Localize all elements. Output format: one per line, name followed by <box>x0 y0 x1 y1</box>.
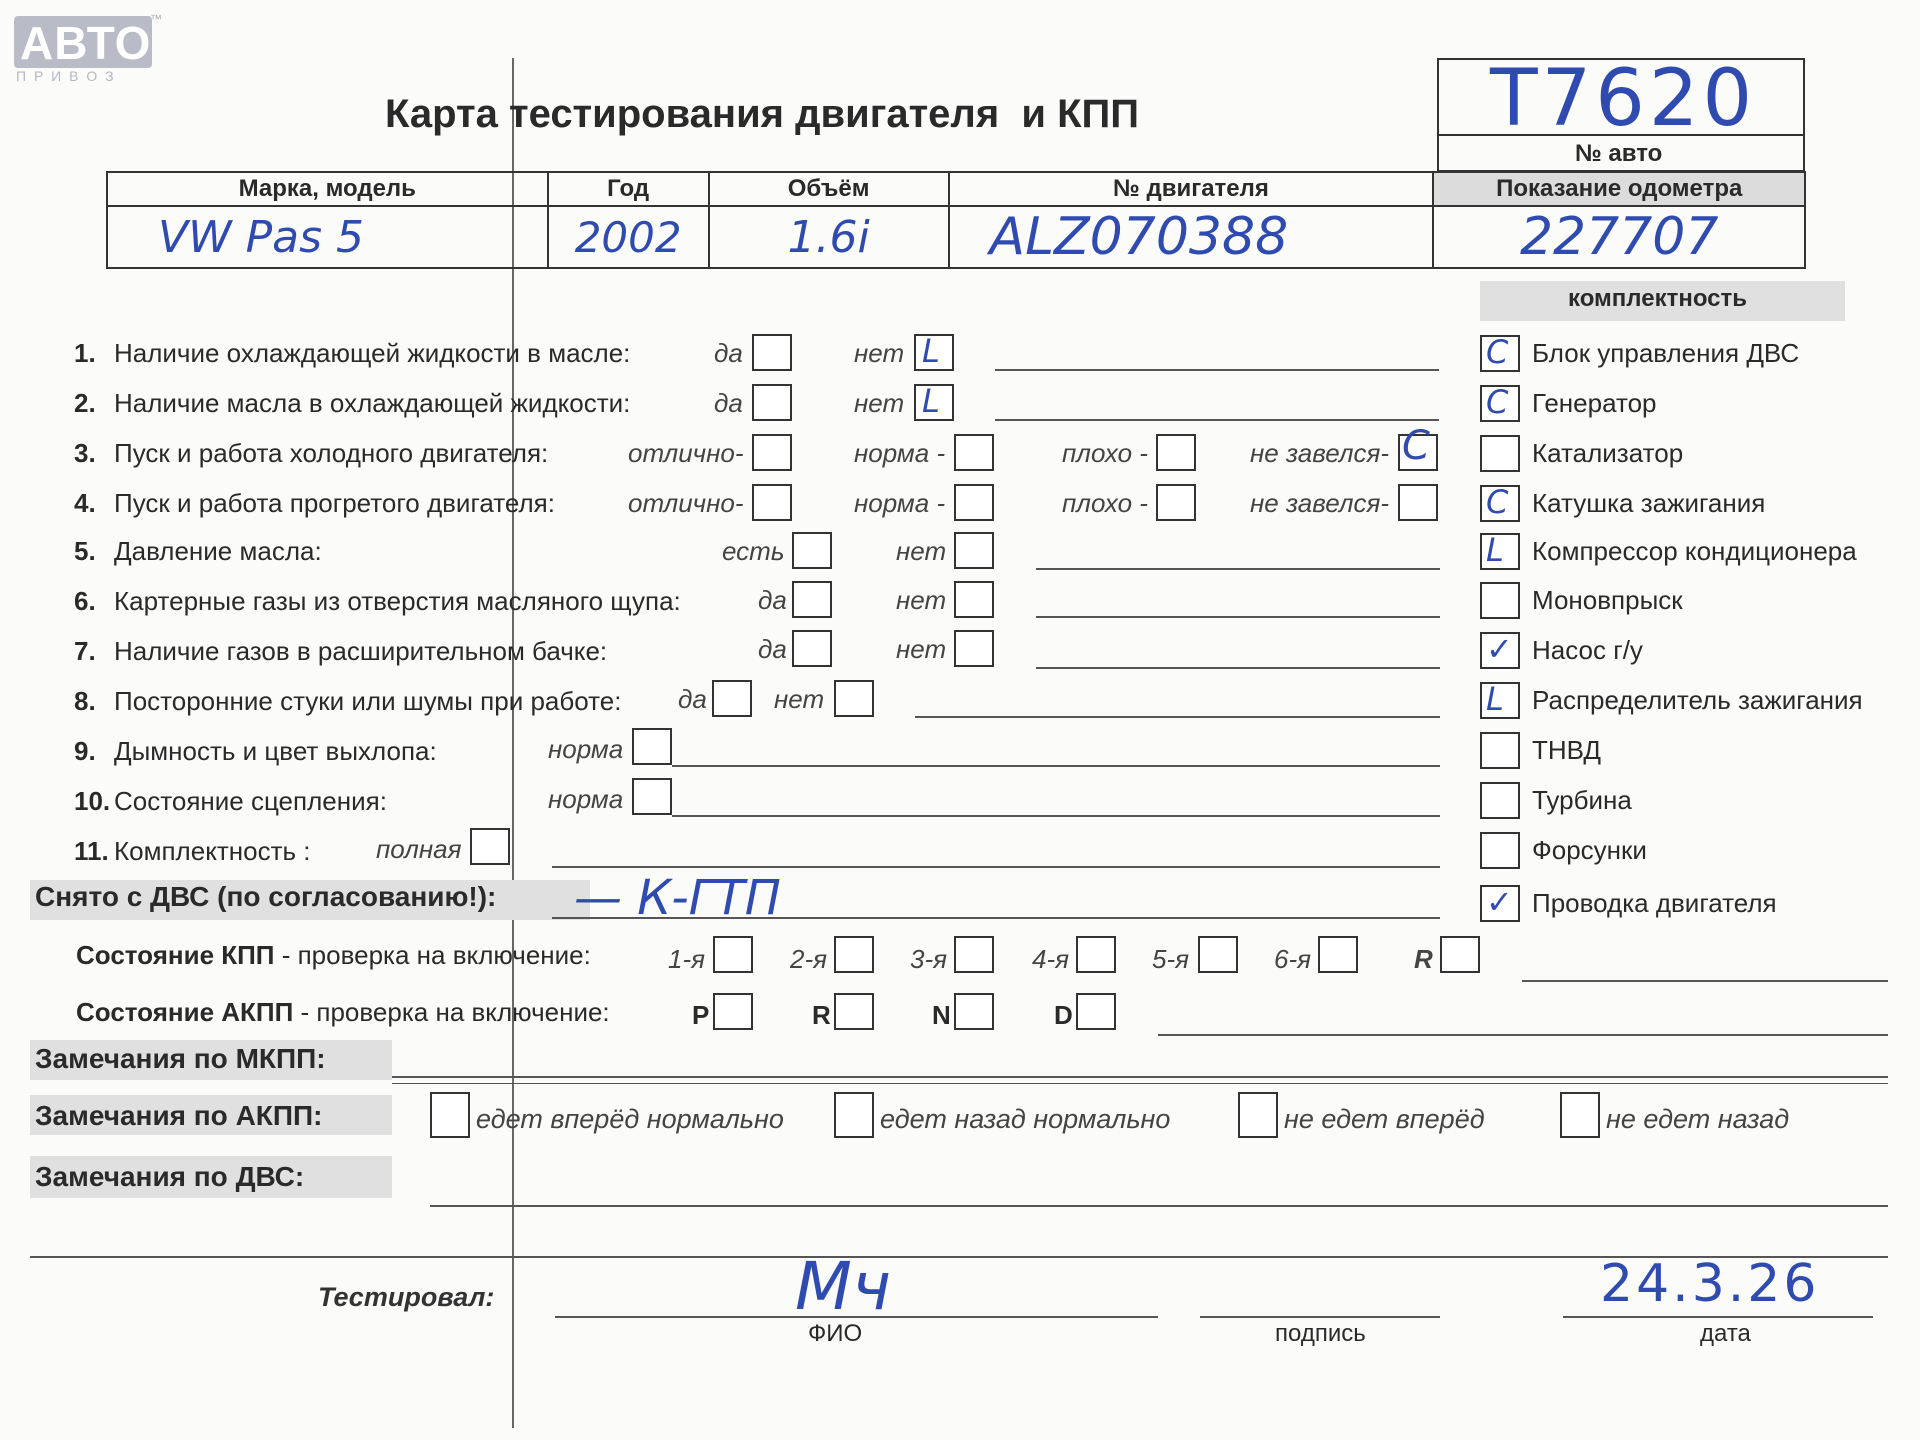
date-line <box>1563 1316 1873 1318</box>
q7-yes-label: да <box>758 634 787 664</box>
q3-excellent-checkbox[interactable] <box>752 434 792 471</box>
value-engine-no: ALZ070388 <box>949 206 1434 268</box>
completeness-item-label: Катализатор <box>1532 438 1684 468</box>
mt-gear-2-checkbox[interactable] <box>834 936 874 973</box>
q4-excellent-label: отлично- <box>628 488 744 518</box>
question-text: Давление масла: <box>114 536 322 566</box>
logo-subtitle: П Р И В О З <box>16 68 116 84</box>
at-gear-r-label: R <box>812 1000 831 1030</box>
q9-normal-checkbox[interactable] <box>632 728 672 765</box>
at-remark-no-reverse: не едет назад <box>1606 1104 1790 1134</box>
mt-gear-3-checkbox[interactable] <box>954 936 994 973</box>
page-title: Карта тестирования двигателя и КПП <box>385 92 1140 136</box>
at-gear-d-checkbox[interactable] <box>1076 993 1116 1030</box>
q10-normal-label: норма <box>548 784 624 814</box>
completeness-mark: L <box>1486 531 1504 569</box>
q3-excellent-label: отлично- <box>628 438 744 468</box>
engine-remarks-label: Замечания по ДВС: <box>35 1161 305 1192</box>
completeness-mark: L <box>1486 680 1504 718</box>
q4-excellent-checkbox[interactable] <box>752 484 792 521</box>
question-number: 4. <box>74 488 96 518</box>
q1-yes-checkbox[interactable] <box>752 334 792 371</box>
completeness-item-label: Форсунки <box>1532 835 1647 865</box>
question-text: Состояние сцепления: <box>114 786 387 816</box>
header-table <box>106 171 1806 269</box>
logo-text: АВТО <box>20 17 152 69</box>
mt-gear-3-label: 3-я <box>910 944 948 974</box>
q4-bad-label: плохо - <box>1062 488 1148 518</box>
mt-remarks-label: Замечания по МКПП: <box>35 1043 326 1074</box>
mt-remarks-line-1 <box>392 1076 1888 1078</box>
q4-bad-checkbox[interactable] <box>1156 484 1196 521</box>
at-remark-forward-ok-checkbox[interactable] <box>430 1092 470 1138</box>
q7-notes-line <box>1036 667 1440 669</box>
completeness-item-label: Проводка двигателя <box>1532 888 1777 918</box>
mt-gear-6-label: 6-я <box>1274 944 1312 974</box>
completeness-item-label: Турбина <box>1532 785 1632 815</box>
mt-gear-5-label: 5-я <box>1152 944 1190 974</box>
mt-notes-line <box>1522 980 1888 982</box>
q5-present-label: есть <box>722 536 785 566</box>
at-remark-forward-ok: едет вперёд нормально <box>476 1104 784 1134</box>
q8-yes-checkbox[interactable] <box>712 680 752 717</box>
at-state-label: Состояние АКПП - проверка на включение: <box>76 997 610 1027</box>
at-gear-p-checkbox[interactable] <box>713 993 753 1030</box>
q2-no-label: нет <box>854 388 905 418</box>
q6-notes-line <box>1036 616 1440 618</box>
question-10 <box>74 786 387 817</box>
q11-full-checkbox[interactable] <box>470 828 510 865</box>
q2-yes-checkbox[interactable] <box>752 384 792 421</box>
completeness-title: комплектность <box>1568 285 1748 312</box>
q7-no-checkbox[interactable] <box>954 630 994 667</box>
mt-gear-r-label: R <box>1414 944 1433 974</box>
engine-remarks-line-1 <box>430 1205 1888 1207</box>
q3-normal-checkbox[interactable] <box>954 434 994 471</box>
q4-not-started-checkbox[interactable] <box>1398 484 1438 521</box>
q8-yes-label: да <box>678 684 707 714</box>
completeness-checkbox[interactable] <box>1480 782 1520 819</box>
completeness-checkbox[interactable] <box>1480 582 1520 619</box>
logo-tm: ™ <box>150 12 162 26</box>
question-3 <box>74 438 548 469</box>
col-header-odometer: Показание одометра <box>1433 172 1805 206</box>
mt-gear-5-checkbox[interactable] <box>1198 936 1238 973</box>
mt-state-label: Состояние КПП - проверка на включение: <box>76 940 591 970</box>
q8-notes-line <box>915 716 1440 718</box>
question-text: Комплектность : <box>114 836 311 866</box>
value-volume: 1.6i <box>709 206 949 268</box>
q1-yes-label: да <box>714 338 743 368</box>
completeness-item-label: Насос г/у <box>1532 635 1643 665</box>
q1-notes-line <box>995 369 1439 371</box>
completeness-item-label: Катушка зажигания <box>1532 488 1766 518</box>
mt-gear-1-label: 1-я <box>668 944 706 974</box>
car-number-label: № авто <box>1575 140 1663 167</box>
question-text: Наличие газов в расширительном бачке: <box>114 636 608 666</box>
mt-gear-2-label: 2-я <box>790 944 828 974</box>
question-7 <box>74 636 607 667</box>
completeness-checkbox[interactable] <box>1480 732 1520 769</box>
question-number: 8. <box>74 686 96 716</box>
completeness-item-label: ТНВД <box>1532 735 1602 765</box>
value-odometer: 227707 <box>1433 206 1805 268</box>
mt-gear-4-label: 4-я <box>1032 944 1070 974</box>
question-text: Пуск и работа прогретого двигателя: <box>114 488 555 518</box>
q3-normal-label: норма - <box>854 438 946 468</box>
mt-gear-6-checkbox[interactable] <box>1318 936 1358 973</box>
q7-yes-checkbox[interactable] <box>792 630 832 667</box>
completeness-mark: ✓ <box>1486 630 1513 668</box>
completeness-item-label: Блок управления ДВС <box>1532 338 1800 368</box>
q8-no-label: нет <box>774 684 825 714</box>
completeness-item-label: Компрессор кондиционера <box>1532 536 1857 566</box>
q5-notes-line <box>1036 568 1440 570</box>
q6-no-checkbox[interactable] <box>954 581 994 618</box>
mt-gear-4-checkbox[interactable] <box>1076 936 1116 973</box>
q3-not-started-label: не завелся- <box>1250 438 1390 468</box>
signature-handwriting: Мч <box>795 1248 891 1325</box>
at-gear-r-checkbox[interactable] <box>834 993 874 1030</box>
q4-not-started-label: не завелся- <box>1250 488 1390 518</box>
question-text: Пуск и работа холодного двигателя: <box>114 438 549 468</box>
question-5 <box>74 536 322 567</box>
removed-label: Снято с ДВС (по согласованию!): <box>35 881 497 912</box>
question-number: 5. <box>74 536 96 566</box>
q3-bad-label: плохо - <box>1062 438 1148 468</box>
q10-normal-checkbox[interactable] <box>632 778 672 815</box>
question-number: 7. <box>74 636 96 666</box>
q6-yes-checkbox[interactable] <box>792 581 832 618</box>
value-year: 2002 <box>548 206 709 268</box>
at-gear-n-label: N <box>932 1000 951 1030</box>
q3-not-started-mark: C <box>1402 423 1430 469</box>
q10-notes-line <box>672 815 1440 817</box>
at-remark-no-reverse-checkbox[interactable] <box>1560 1092 1600 1138</box>
question-text: Наличие охлаждающей жидкости в масле: <box>114 338 631 368</box>
question-number: 2. <box>74 388 96 418</box>
mt-gear-r-checkbox[interactable] <box>1440 936 1480 973</box>
fio-line <box>555 1316 1158 1318</box>
q1-no-label: нет <box>854 338 905 368</box>
q8-no-checkbox[interactable] <box>834 680 874 717</box>
question-number: 11. <box>74 836 109 866</box>
question-number: 1. <box>74 338 96 368</box>
value-model: VW Pas 5 <box>107 206 548 268</box>
q11-full-label: полная <box>376 834 462 864</box>
fio-label: ФИО <box>808 1320 863 1347</box>
question-text: Картерные газы из отверстия масляного щупа: <box>114 586 681 616</box>
q6-yes-label: да <box>758 585 787 615</box>
question-4 <box>74 488 555 519</box>
q2-no-mark: L <box>922 382 940 420</box>
question-number: 10. <box>74 786 111 816</box>
completeness-item-label: Моновпрыск <box>1532 585 1683 615</box>
col-header-model: Марка, модель <box>107 172 548 206</box>
question-2 <box>74 388 630 419</box>
signature-line <box>1200 1316 1440 1318</box>
mt-remarks-line-2 <box>392 1083 1888 1084</box>
col-header-volume: Объём <box>709 172 949 206</box>
at-remarks-label: Замечания по АКПП: <box>35 1100 323 1131</box>
at-gear-d-label: D <box>1054 1000 1073 1030</box>
col-header-engine-no: № двигателя <box>949 172 1434 206</box>
q5-no-checkbox[interactable] <box>954 532 994 569</box>
q11-notes-line <box>552 866 1440 868</box>
completeness-checkbox[interactable] <box>1480 832 1520 869</box>
signature-label: подпись <box>1275 1320 1366 1347</box>
q6-no-label: нет <box>896 585 947 615</box>
tested-by-label: Тестировал: <box>318 1282 495 1312</box>
question-number: 9. <box>74 736 96 766</box>
at-remark-reverse-ok: едет назад нормально <box>880 1104 1171 1134</box>
q4-normal-label: норма - <box>854 488 946 518</box>
q9-notes-line <box>672 765 1440 767</box>
question-text: Наличие масла в охлаждающей жидкости: <box>114 388 631 418</box>
date-label: дата <box>1700 1320 1751 1347</box>
at-gear-n-checkbox[interactable] <box>954 993 994 1030</box>
removed-line <box>552 917 1440 919</box>
mt-gear-1-checkbox[interactable] <box>713 936 753 973</box>
question-text: Дымность и цвет выхлопа: <box>114 736 437 766</box>
question-9 <box>74 736 437 767</box>
q2-yes-label: да <box>714 388 743 418</box>
question-text: Посторонние стуки или шумы при работе: <box>114 686 622 716</box>
completeness-checkbox[interactable] <box>1480 435 1520 472</box>
question-8 <box>74 686 621 717</box>
q2-notes-line <box>995 419 1439 421</box>
completeness-mark: C <box>1486 383 1509 421</box>
q9-normal-label: норма <box>548 734 624 764</box>
question-11 <box>74 836 311 867</box>
at-remark-reverse-ok-checkbox[interactable] <box>834 1092 874 1138</box>
col-header-year: Год <box>548 172 709 206</box>
completeness-mark: C <box>1486 483 1509 521</box>
at-gear-p-label: P <box>692 1000 710 1030</box>
q1-no-mark: L <box>922 332 940 370</box>
completeness-mark: ✓ <box>1486 883 1513 921</box>
completeness-mark: C <box>1486 333 1509 371</box>
question-number: 6. <box>74 586 96 616</box>
date-value: 24.3.26 <box>1600 1254 1820 1314</box>
at-remark-no-forward-checkbox[interactable] <box>1238 1092 1278 1138</box>
completeness-item-label: Распределитель зажигания <box>1532 685 1863 715</box>
question-6 <box>74 586 681 617</box>
completeness-item-label: Генератор <box>1532 388 1657 418</box>
car-number-value: T7620 <box>1490 54 1757 144</box>
q4-normal-checkbox[interactable] <box>954 484 994 521</box>
q5-no-label: нет <box>896 536 947 566</box>
q7-no-label: нет <box>896 634 947 664</box>
at-remark-no-forward: не едет вперёд <box>1284 1104 1485 1134</box>
at-notes-line <box>1158 1034 1888 1036</box>
q5-present-checkbox[interactable] <box>792 532 832 569</box>
question-number: 3. <box>74 438 96 468</box>
question-1 <box>74 338 630 369</box>
removed-value: — К-ГТП <box>574 870 781 926</box>
q3-bad-checkbox[interactable] <box>1156 434 1196 471</box>
